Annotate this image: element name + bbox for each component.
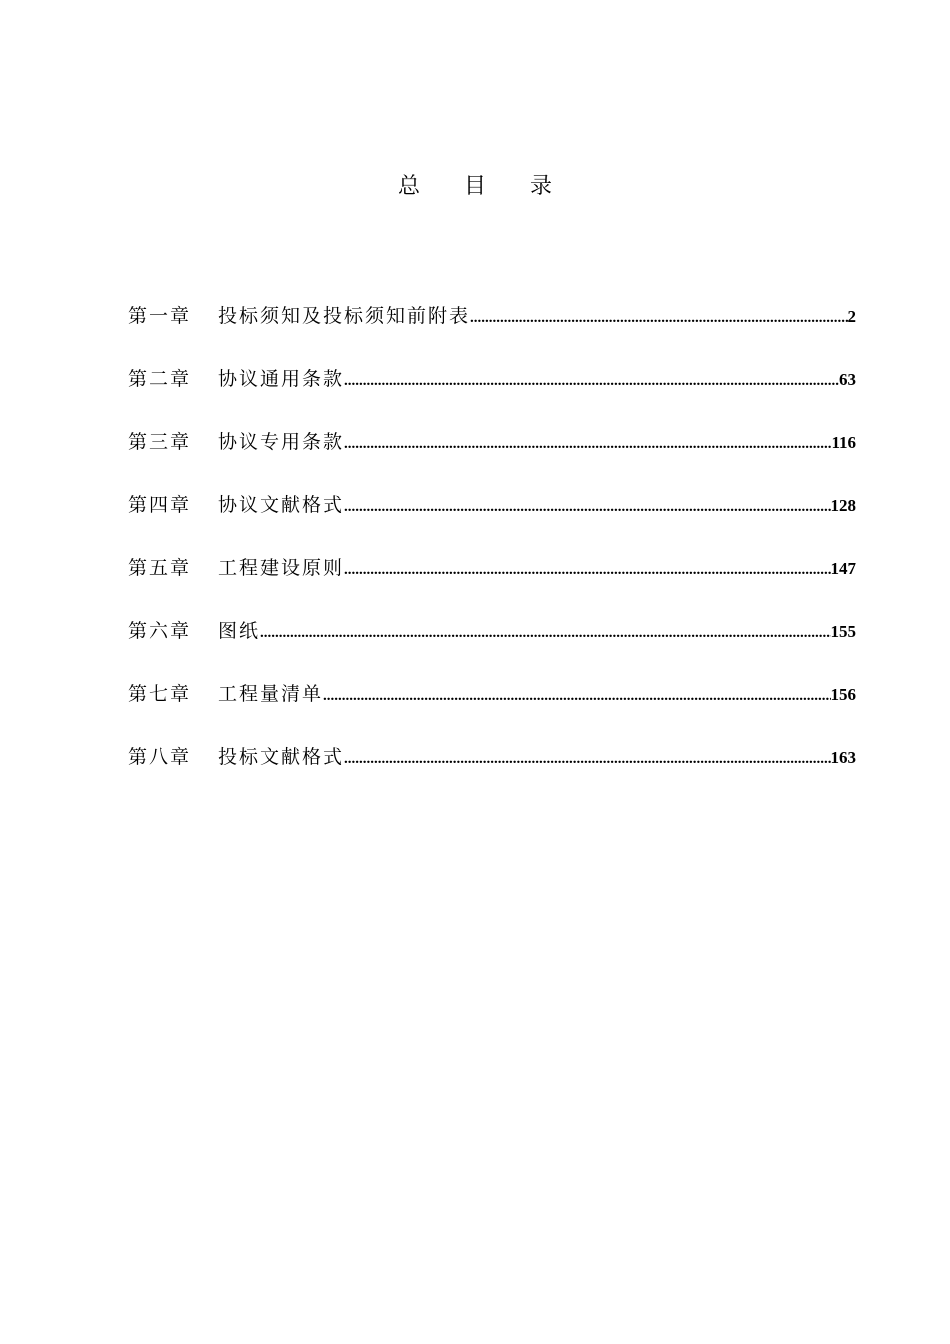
toc-chapter-label: 第七章	[128, 683, 192, 705]
toc-chapter-label: 第四章	[128, 494, 192, 516]
toc-page-number: 156	[830, 685, 856, 704]
toc-entry-5[interactable]	[128, 522, 856, 585]
dot-leader	[323, 682, 830, 710]
toc-entry-1[interactable]	[128, 270, 856, 333]
toc-entry-title: 工程建设原则	[218, 557, 345, 579]
toc-chapter-label: 第八章	[128, 746, 192, 768]
toc-entry-title: 工程量清单	[218, 683, 324, 705]
toc-page-number: 63	[839, 370, 856, 389]
toc-page-number: 147	[830, 559, 856, 578]
toc-entry-title: 协议通用条款	[218, 368, 345, 390]
toc-page-number: 163	[830, 748, 856, 767]
dot-leader	[344, 367, 839, 395]
toc-entry-title: 协议文献格式	[218, 494, 345, 516]
toc-chapter-label: 第六章	[128, 620, 192, 642]
dot-leader	[470, 304, 847, 332]
toc-chapter-label: 第一章	[128, 305, 192, 327]
toc-chapter-label: 第三章	[128, 431, 192, 453]
page-title: 总目录	[397, 174, 596, 199]
toc-page-number: 155	[830, 622, 856, 641]
toc-entry-8[interactable]	[128, 711, 856, 774]
toc-entry-2[interactable]	[128, 333, 856, 396]
toc-entry-6[interactable]	[128, 585, 856, 648]
toc-entry-3[interactable]	[128, 396, 856, 459]
table-of-contents	[128, 270, 856, 774]
toc-entry-title: 投标须知及投标须知前附表	[218, 305, 471, 327]
dot-leader	[344, 556, 830, 584]
dot-leader	[344, 430, 831, 458]
toc-page-number: 116	[831, 433, 856, 452]
toc-entry-7[interactable]	[128, 648, 856, 711]
toc-chapter-label: 第五章	[128, 557, 192, 579]
dot-leader	[344, 493, 830, 521]
dot-leader	[344, 745, 830, 773]
toc-page-number: 128	[830, 496, 856, 515]
toc-page-number: 2	[847, 307, 856, 326]
toc-entry-title: 协议专用条款	[218, 431, 345, 453]
toc-entry-title: 图纸	[218, 620, 261, 642]
dot-leader	[260, 619, 830, 647]
toc-entry-4[interactable]	[128, 459, 856, 522]
toc-entry-title: 投标文献格式	[218, 746, 345, 768]
toc-chapter-label: 第二章	[128, 368, 192, 390]
